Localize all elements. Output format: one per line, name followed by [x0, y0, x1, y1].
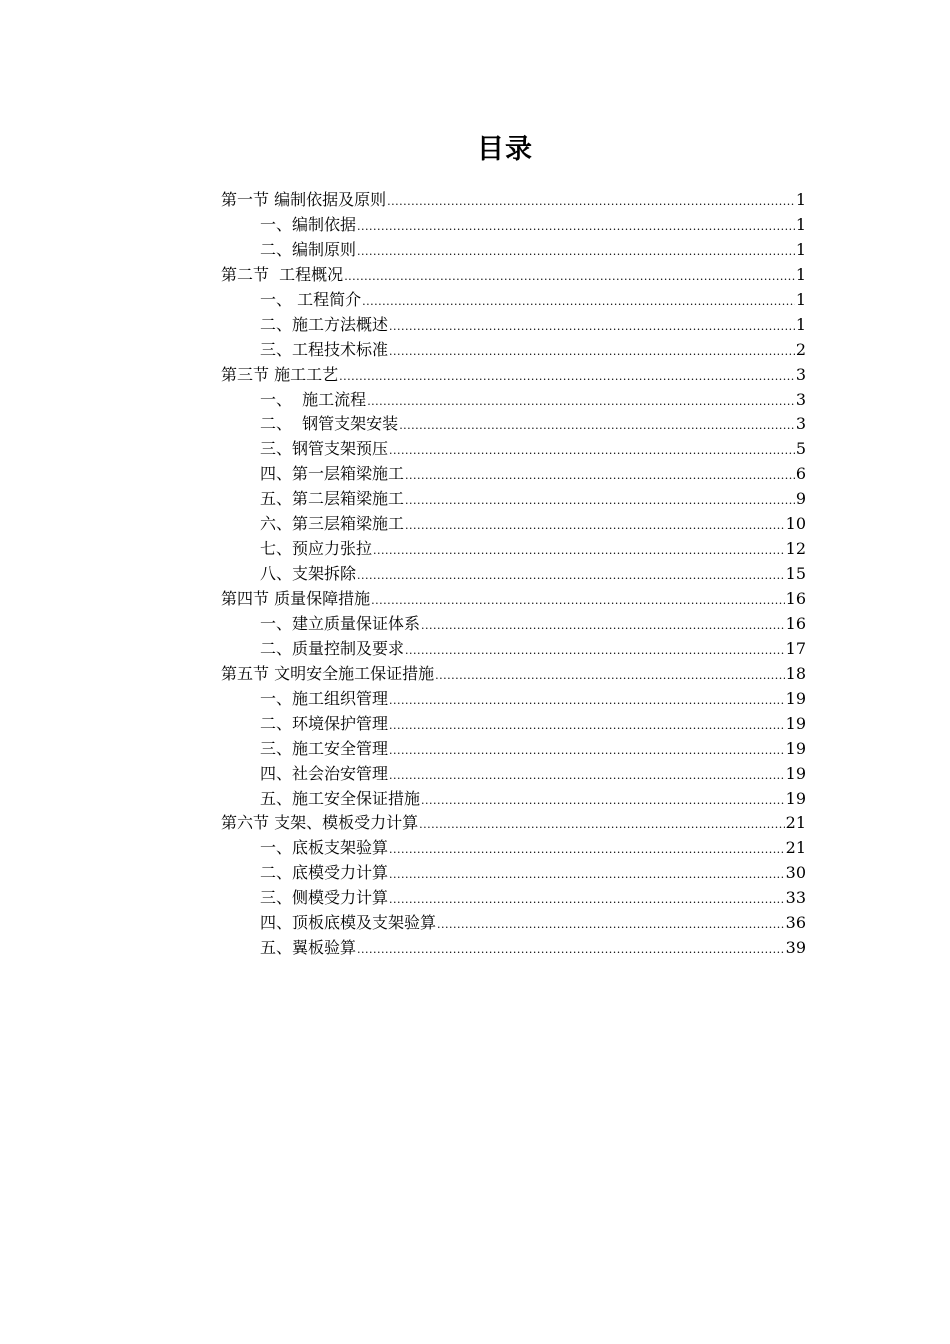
toc-entry-label: 五、第二层箱梁施工: [260, 489, 405, 509]
toc-entry-label: 第六节 支架、模板受力计算: [221, 813, 419, 833]
toc-subsection-entry[interactable]: [221, 637, 806, 662]
toc-dot-leader: [373, 539, 785, 564]
toc-page-number: 15: [785, 564, 806, 584]
toc-entry-label: 一、 工程简介: [260, 289, 362, 309]
toc-dot-leader: [362, 290, 795, 315]
toc-entry-label: 五、翼板验算: [260, 938, 357, 958]
toc-entry-label: 二、环境保护管理: [260, 713, 389, 733]
toc-entry-label: 五、施工安全保证措施: [260, 788, 421, 808]
toc-section-entry[interactable]: [221, 263, 806, 288]
toc-entry-label: 四、顶板底模及支架验算: [260, 913, 437, 933]
toc-page-number: 6: [795, 464, 806, 484]
toc-subsection-entry[interactable]: [221, 238, 806, 263]
toc-dot-leader: [357, 240, 795, 265]
toc-dot-leader: [421, 789, 785, 814]
toc-subsection-entry[interactable]: [221, 313, 806, 338]
toc-entry-label: 二、底模受力计算: [260, 863, 389, 883]
toc-dot-leader: [371, 589, 785, 614]
toc-subsection-entry[interactable]: [221, 712, 806, 737]
toc-section-entry[interactable]: [221, 811, 806, 836]
toc-page-number: 2: [795, 339, 806, 359]
toc-page-number: 12: [785, 539, 806, 559]
toc-section-entry[interactable]: [221, 662, 806, 687]
toc-page-number: 21: [785, 813, 806, 833]
toc-dot-leader: [357, 564, 785, 589]
toc-page-number: 5: [795, 439, 806, 459]
toc-entry-label: 第四节 质量保障措施: [221, 589, 371, 608]
toc-page-number: 1: [795, 239, 806, 259]
toc-subsection-entry[interactable]: [221, 737, 806, 762]
toc-dot-leader: [387, 190, 795, 215]
toc-dot-leader: [389, 764, 785, 789]
toc-subsection-entry[interactable]: [221, 936, 806, 961]
toc-subsection-entry[interactable]: [221, 537, 806, 562]
toc-entry-label: 三、工程技术标准: [260, 339, 389, 359]
toc-dot-leader: [389, 340, 795, 365]
toc-dot-leader: [421, 614, 785, 639]
toc-page-number: 17: [785, 638, 806, 658]
toc-dot-leader: [389, 714, 785, 739]
toc-dot-leader: [389, 888, 785, 913]
toc-entry-label: 一、编制依据: [260, 214, 357, 234]
toc-dot-leader: [344, 265, 795, 290]
toc-dot-leader: [389, 439, 795, 464]
toc-dot-leader: [357, 938, 785, 963]
toc-subsection-entry[interactable]: [221, 437, 806, 462]
toc-entry-label: 四、社会治安管理: [260, 763, 389, 783]
toc-page-number: 3: [795, 389, 806, 409]
toc-page-number: 21: [785, 838, 806, 858]
toc-entry-label: 一、底板支架验算: [260, 838, 389, 858]
toc-dot-leader: [339, 365, 795, 390]
toc-entry-label: 二、 钢管支架安装: [260, 414, 399, 434]
toc-page-number: 39: [785, 938, 806, 958]
toc-entry-label: 二、施工方法概述: [260, 314, 389, 334]
toc-page-number: 3: [795, 364, 806, 384]
toc-dot-leader: [405, 464, 795, 489]
toc-entry-label: 一、施工组织管理: [260, 688, 389, 708]
toc-entry-label: 第五节 文明安全施工保证措施: [221, 663, 435, 683]
toc-subsection-entry[interactable]: [221, 388, 806, 413]
toc-entry-label: 二、质量控制及要求: [260, 638, 405, 658]
toc-entry-label: 七、预应力张拉: [260, 539, 373, 559]
toc-dot-leader: [389, 863, 785, 888]
toc-section-entry[interactable]: [221, 188, 806, 213]
toc-entry-label: 一、建立质量保证体系: [260, 613, 421, 633]
toc-page-number: 19: [785, 713, 806, 733]
toc-dot-leader: [405, 639, 785, 664]
toc-subsection-entry[interactable]: [221, 612, 806, 637]
toc-page-number: 16: [785, 589, 806, 608]
toc-page-number: 19: [785, 688, 806, 708]
toc-subsection-entry[interactable]: [221, 562, 806, 587]
toc-page-number: 16: [785, 613, 806, 633]
toc-page-number: 1: [795, 264, 806, 284]
toc-page-number: 19: [785, 788, 806, 808]
toc-dot-leader: [405, 514, 785, 539]
toc-dot-leader: [435, 664, 785, 689]
toc-dot-leader: [419, 813, 785, 838]
toc-dot-leader: [389, 838, 785, 863]
toc-page-number: 1: [795, 289, 806, 309]
toc-subsection-entry[interactable]: [221, 487, 806, 512]
toc-dot-leader: [437, 913, 785, 938]
toc-page-number: 33: [785, 888, 806, 908]
toc-dot-leader: [367, 390, 795, 415]
toc-page-number: 18: [785, 663, 806, 683]
toc-dot-leader: [389, 739, 785, 764]
toc-subsection-entry[interactable]: [221, 836, 806, 861]
toc-page-number: 1: [795, 214, 806, 234]
toc-subsection-entry[interactable]: [221, 911, 806, 936]
toc-section-entry[interactable]: [221, 587, 806, 612]
toc-dot-leader: [357, 215, 795, 240]
table-of-contents: [221, 188, 806, 961]
toc-subsection-entry[interactable]: [221, 338, 806, 363]
toc-page-number: 1: [795, 190, 806, 209]
toc-page-number: 19: [785, 738, 806, 758]
toc-page-number: 19: [785, 763, 806, 783]
toc-entry-label: 三、侧模受力计算: [260, 888, 389, 908]
toc-dot-leader: [405, 489, 795, 514]
toc-entry-label: 三、施工安全管理: [260, 738, 389, 758]
toc-subsection-entry[interactable]: [221, 412, 806, 437]
toc-entry-label: 八、支架拆除: [260, 564, 357, 584]
toc-entry-label: 四、第一层箱梁施工: [260, 464, 405, 484]
toc-entry-label: 一、 施工流程: [260, 389, 367, 409]
toc-entry-label: 第一节 编制依据及原则: [221, 190, 387, 209]
toc-page-number: 36: [785, 913, 806, 933]
toc-subsection-entry[interactable]: [221, 213, 806, 238]
toc-subsection-entry[interactable]: [221, 787, 806, 812]
toc-page-number: 1: [795, 314, 806, 334]
toc-page-number: 3: [795, 414, 806, 434]
toc-title: 目录: [477, 134, 533, 165]
toc-subsection-entry[interactable]: [221, 462, 806, 487]
toc-entry-label: 第二节 工程概况: [221, 264, 344, 284]
toc-dot-leader: [399, 414, 795, 439]
toc-entry-label: 三、钢管支架预压: [260, 439, 389, 459]
toc-subsection-entry[interactable]: [221, 762, 806, 787]
toc-dot-leader: [389, 315, 795, 340]
toc-page-number: 10: [785, 514, 806, 534]
toc-subsection-entry[interactable]: [221, 288, 806, 313]
toc-section-entry[interactable]: [221, 363, 806, 388]
toc-subsection-entry[interactable]: [221, 687, 806, 712]
toc-page-number: 30: [785, 863, 806, 883]
toc-entry-label: 六、第三层箱梁施工: [260, 514, 405, 534]
toc-subsection-entry[interactable]: [221, 861, 806, 886]
toc-entry-label: 第三节 施工工艺: [221, 364, 339, 384]
toc-subsection-entry[interactable]: [221, 512, 806, 537]
toc-page-number: 9: [795, 489, 806, 509]
toc-dot-leader: [389, 689, 785, 714]
toc-subsection-entry[interactable]: [221, 886, 806, 911]
toc-entry-label: 二、编制原则: [260, 239, 357, 259]
